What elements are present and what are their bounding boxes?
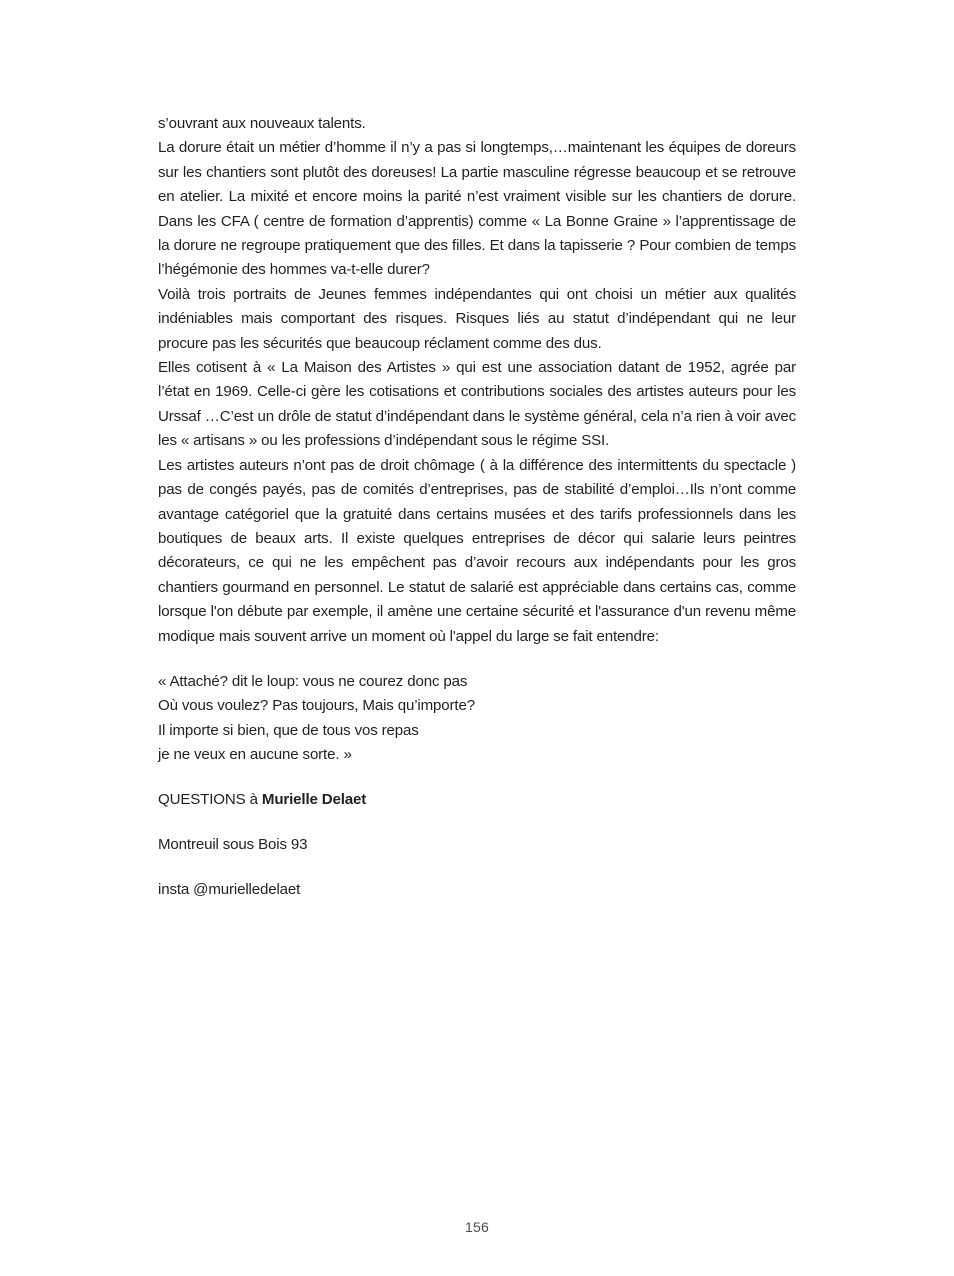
page-number: 156	[465, 1219, 489, 1235]
text-column	[158, 112, 796, 903]
paragraph-2: La dorure était un métier d’homme il n’y a pas si longtemps,…maintenant les équipes de doreurs sur les chantiers sont plutôt des doreuses! La partie masculine régresse beaucoup et se retrouve en atelier. La mixité et encore moins la parité n’est vraiment visible sur les chantiers de dorure. Dans les CFA ( centre de formation d’apprentis) comme « La Bonne Graine » l’apprentissage de la dorure ne regroupe pratiquement que des filles. Et dans la tapisserie ? Pour combien de temps l’hégémonie des hommes va-t-elle durer?	[158, 139, 796, 279]
poem-line: Il importe si bien, que de tous vos repas	[158, 721, 419, 739]
questions-label: QUESTIONS à	[158, 790, 262, 808]
poem-line: « Attaché? dit le loup: vous ne courez donc pas	[158, 672, 468, 690]
paragraph-4: Elles cotisent à « La Maison des Artistes » qui est une association datant de 1952, agrée par l’état en 1969. Celle-ci gère les cotisations et contributions sociales des artistes auteurs pour les Urssaf …C’est un drôle de statut d’indépendant dans le système général, cela n’a rien à voir avec les « artisans » ou les professions d’indépendant sous le régime SSI.	[158, 359, 796, 450]
poem-line: Où vous voulez? Pas toujours, Mais qu’importe?	[158, 697, 475, 715]
paragraph-3: Voilà trois portraits de Jeunes femmes indépendantes qui ont choisi un métier aux qualités indéniables mais comportant des risques. Risques liés au statut d’indépendant qui ne leur procure pas les sécurités que beaucoup réclament comme des dus.	[158, 285, 796, 352]
interviewee-name: Murielle Delaet	[261, 790, 367, 808]
paragraph-5: Les artistes auteurs n’ont pas de droit chômage ( à la différence des intermittents du spectacle ) pas de congés payés, pas de comités d’entreprises, pas de stabilité d’emploi…Ils n’ont comme avantage catégoriel que la gratuité dans certains musées et des tarifs professionnels dans les boutiques de beaux arts. Il existe quelques entreprises de décor qui salarie leurs peintres décorateurs, ce qui ne les empêchent pas d’avoir recours aux indépendants pour les gros chantiers gourmand en personnel. Le statut de salarié est appréciable dans certains cas, comme lorsque l'on débute par exemple, il amène une certaine sécurité et l'assurance d'un revenu même modique mais souvent arrive un moment où l'appel du large se fait entendre:	[158, 456, 796, 645]
questions-heading	[158, 788, 796, 812]
paragraph-1: s’ouvrant aux nouveaux talents.	[158, 115, 366, 132]
address-line: Montreuil sous Bois 93	[158, 835, 308, 853]
poem-line: je ne veux en aucune sorte. »	[158, 746, 352, 764]
poem-block	[158, 670, 796, 768]
instagram-handle: insta @murielledelaet	[158, 881, 301, 899]
